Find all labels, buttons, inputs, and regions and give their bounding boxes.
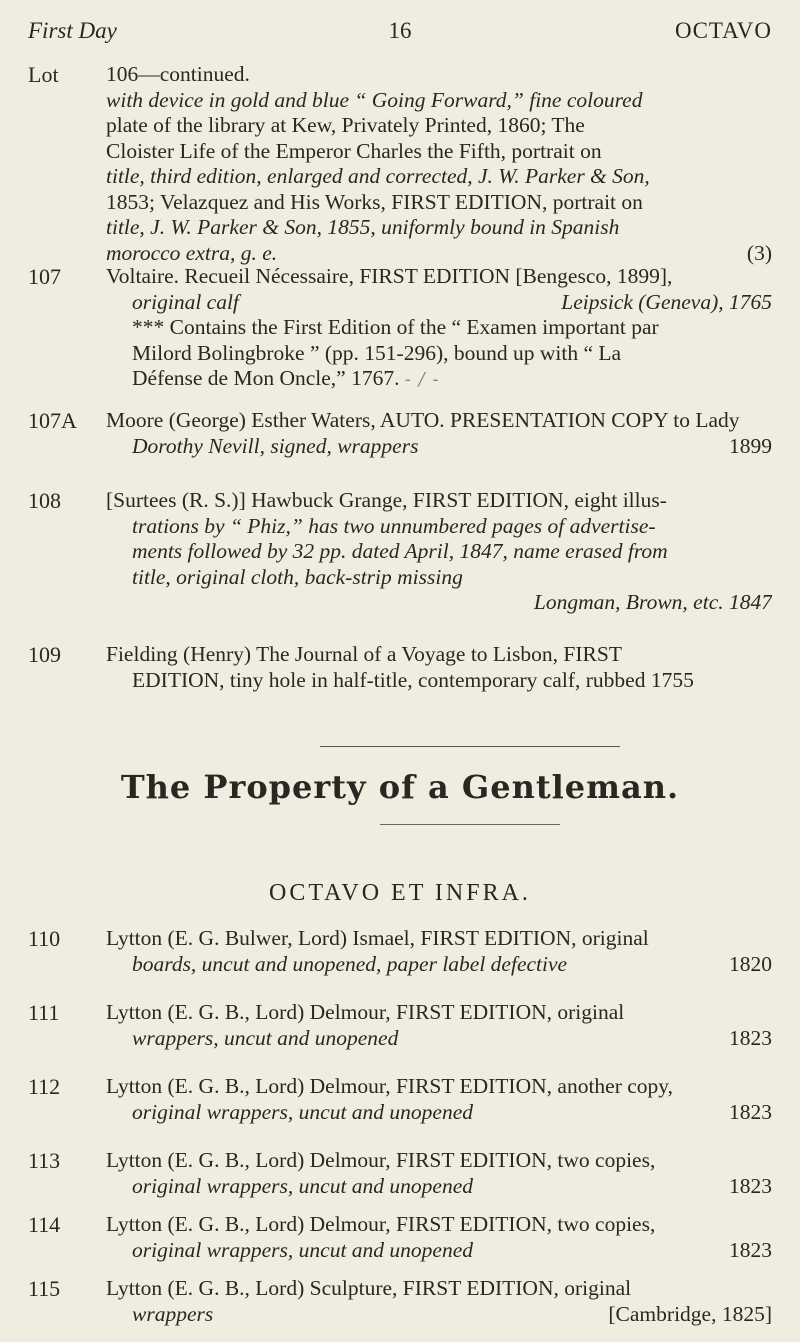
lot-109	[28, 642, 772, 693]
lot-number: 108	[28, 488, 61, 513]
lot-number: 111	[28, 1000, 60, 1025]
lot-text: original wrappers, uncut and unopened	[132, 1173, 473, 1198]
lot-imprint: [Cambridge, 1825]	[608, 1301, 772, 1326]
lot-108	[28, 488, 772, 616]
lot-text: [Surtees (R. S.)] Hawbuck Grange, FIRST EDITION, eight illus-	[106, 488, 667, 512]
lot-text: original calf	[132, 289, 239, 314]
lot-note: Défense de Mon Oncle,” 1767.	[132, 366, 400, 390]
lot-text: EDITION, tiny hole in half-title, contemporary calf, rubbed 1755	[132, 667, 694, 692]
lot-number: 113	[28, 1148, 61, 1173]
lot-text: title, J. W. Parker & Son, 1855, uniformly bound in Spanish	[106, 215, 620, 239]
lot-text: Lytton (E. G. B., Lord) Sculpture, FIRST EDITION, original	[106, 1276, 632, 1300]
lot-113	[28, 1148, 772, 1199]
lot-107a	[28, 408, 772, 459]
lot-label: Lot	[28, 62, 59, 87]
lot-112	[28, 1074, 772, 1125]
lot-number: 107	[28, 264, 61, 289]
lot-text: Lytton (E. G. Bulwer, Lord) Ismael, FIRST EDITION, original	[106, 926, 649, 950]
lot-107	[28, 264, 772, 393]
lot-text: boards, uncut and unopened, paper label defective	[132, 951, 568, 976]
lot-text: Voltaire. Recueil Nécessaire, FIRST EDITION [Bengesco, 1899],	[106, 264, 673, 288]
lot-text: Lytton (E. G. B., Lord) Delmour, FIRST EDITION, two copies,	[106, 1148, 656, 1172]
lot-quantity: (3)	[746, 240, 772, 265]
section-title: The Property of a Gentleman.	[120, 768, 680, 806]
subsection-title: OCTAVO ET INFRA.	[269, 880, 531, 906]
lot-imprint: Longman, Brown, etc. 1847	[533, 590, 772, 614]
section-divider	[320, 746, 620, 747]
lot-note: *** Contains the First Edition of the “ Examen important par	[132, 315, 659, 339]
lot-text: plate of the library at Kew, Privately Printed, 1860; The	[106, 113, 585, 137]
lot-text: title, original cloth, back-strip missing	[132, 564, 463, 589]
lot-note: Milord Bolingbroke ” (pp. 151-296), bound up with “ La	[132, 340, 622, 365]
day-label: First Day	[28, 18, 117, 43]
lot-text: Fielding (Henry) The Journal of a Voyage to Lisbon, FIRST	[106, 642, 622, 666]
lot-106	[28, 62, 772, 266]
lot-text: Cloister Life of the Emperor Charles the Fifth, portrait on	[106, 138, 602, 163]
lot-text: ments followed by 32 pp. dated April, 1847, name erased from	[132, 539, 668, 563]
running-head	[28, 18, 772, 48]
lot-number: 112	[28, 1074, 61, 1099]
lot-imprint: Leipsick (Geneva), 1765	[561, 289, 772, 314]
format-label: OCTAVO	[674, 18, 772, 43]
lot-date: 1823	[729, 1025, 772, 1050]
lot-date: 1899	[729, 433, 772, 458]
lot-text: Dorothy Nevill, signed, wrappers	[132, 433, 419, 458]
lot-heading: 106—continued.	[106, 62, 250, 86]
lot-text: title, third edition, enlarged and corrected, J. W. Parker & Son,	[106, 164, 650, 188]
lot-114	[28, 1212, 772, 1263]
lot-number: 114	[28, 1212, 61, 1237]
lot-text: wrappers	[132, 1301, 214, 1326]
lot-text: Lytton (E. G. B., Lord) Delmour, FIRST EDITION, two copies,	[106, 1212, 656, 1236]
lot-text: original wrappers, uncut and unopened	[132, 1237, 473, 1262]
lot-number: 107A	[28, 408, 77, 433]
lot-111	[28, 1000, 772, 1051]
lot-date: 1820	[729, 951, 772, 976]
lot-text: with device in gold and blue “ Going Forward,” fine coloured	[106, 87, 643, 112]
lot-115	[28, 1276, 772, 1327]
section-divider	[380, 824, 560, 825]
lot-text: trations by “ Phiz,” has two unnumbered pages of advertise-	[132, 513, 656, 538]
lot-text: Lytton (E. G. B., Lord) Delmour, FIRST EDITION, original	[106, 1000, 625, 1024]
lot-date: 1823	[729, 1173, 772, 1198]
lot-text: original wrappers, uncut and unopened	[132, 1099, 473, 1124]
lot-text: Moore (George) Esther Waters, AUTO. PRESENTATION COPY to Lady	[106, 408, 740, 432]
lot-text: wrappers, uncut and unopened	[132, 1025, 399, 1050]
lot-text: 1853; Velazquez and His Works, FIRST EDITION, portrait on	[106, 189, 643, 214]
lot-number: 109	[28, 642, 61, 667]
lot-text: Lytton (E. G. B., Lord) Delmour, FIRST EDITION, another copy,	[106, 1074, 674, 1098]
lot-text: morocco extra, g. e.	[106, 240, 278, 265]
page-number: 16	[388, 18, 412, 43]
lot-number: 110	[28, 926, 61, 951]
lot-number: 115	[28, 1276, 61, 1301]
pencil-annotation: - / -	[404, 369, 440, 390]
lot-110	[28, 926, 772, 977]
lot-date: 1823	[729, 1099, 772, 1124]
lot-date: 1823	[729, 1237, 772, 1262]
